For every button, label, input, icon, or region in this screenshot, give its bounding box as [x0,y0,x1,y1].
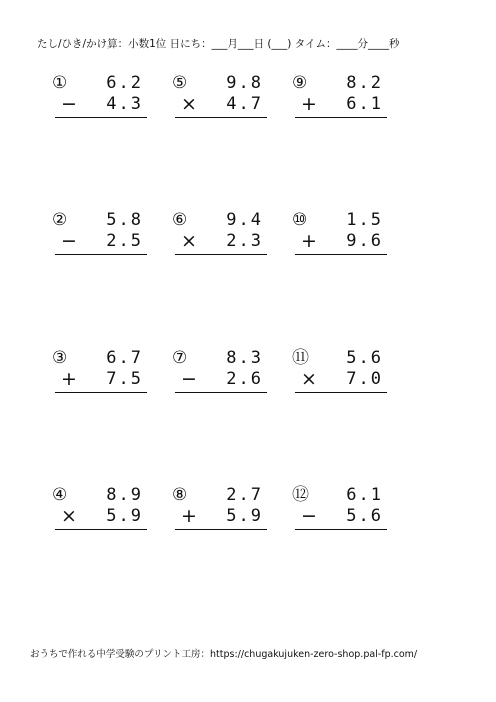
operator-sign: − [61,230,77,252]
operator-sign: × [61,505,77,527]
bottom-operand: 2.3 [226,231,263,251]
problem-1 [52,73,147,133]
problem-3 [52,348,147,408]
operator-sign: − [61,93,77,115]
worksheet-footer: おうちで作れる中学受験のプリント工房：https://chugakujuken-zero-shop.pal-fp.com/ [30,649,418,660]
problem-number: ④ [52,485,68,505]
problem-2 [52,210,147,270]
operator-sign: − [301,505,317,527]
problem-number: ⑪ [292,348,309,368]
operator-sign: + [301,230,317,252]
top-operand: 5.6 [346,348,383,368]
problem-number: ⑥ [172,210,188,230]
bottom-operand: 5.9 [106,506,143,526]
operator-sign: + [301,93,317,115]
problem-9 [292,73,387,133]
bottom-operand: 2.6 [226,369,263,389]
answer-line [295,392,387,393]
top-operand: 8.3 [226,348,263,368]
bottom-operand: 9.6 [346,231,383,251]
worksheet-header: たし/ひき/かけ算：小数1位 日にち：___月___日 (___) タイム：____分____秒 [37,38,400,50]
answer-line [295,117,387,118]
answer-line [55,392,147,393]
answer-line [295,254,387,255]
bottom-operand: 5.6 [346,506,383,526]
bottom-operand: 4.7 [226,94,263,114]
bottom-operand: 2.5 [106,231,143,251]
answer-line [175,117,267,118]
problem-8 [172,485,267,545]
operator-sign: × [301,368,317,390]
problem-12 [292,485,387,545]
bottom-operand: 5.9 [226,506,263,526]
problem-10 [292,210,387,270]
problem-number: ③ [52,348,68,368]
bottom-operand: 7.0 [346,369,383,389]
bottom-operand: 4.3 [106,94,143,114]
top-operand: 8.2 [346,73,383,93]
problem-11 [292,348,387,408]
top-operand: 5.8 [106,210,143,230]
answer-line [175,392,267,393]
bottom-operand: 6.1 [346,94,383,114]
top-operand: 8.9 [106,485,143,505]
answer-line [295,529,387,530]
top-operand: 6.1 [346,485,383,505]
operator-sign: + [181,505,197,527]
top-operand: 6.7 [106,348,143,368]
problem-number: ① [52,73,68,93]
operator-sign: × [181,230,197,252]
problem-7 [172,348,267,408]
top-operand: 9.4 [226,210,263,230]
top-operand: 9.8 [226,73,263,93]
problem-number: ⑧ [172,485,188,505]
problem-4 [52,485,147,545]
operator-sign: × [181,93,197,115]
top-operand: 1.5 [346,210,383,230]
operator-sign: − [181,368,197,390]
problem-6 [172,210,267,270]
answer-line [175,529,267,530]
top-operand: 2.7 [226,485,263,505]
bottom-operand: 7.5 [106,369,143,389]
top-operand: 6.2 [106,73,143,93]
operator-sign: + [61,368,77,390]
problem-number: ⑤ [172,73,188,93]
problem-number: ⑦ [172,348,188,368]
problem-5 [172,73,267,133]
answer-line [55,529,147,530]
problem-number: ⑫ [292,485,309,505]
problem-number: ⑩ [292,210,308,230]
answer-line [55,254,147,255]
answer-line [55,117,147,118]
problem-number: ② [52,210,68,230]
problem-number: ⑨ [292,73,308,93]
answer-line [175,254,267,255]
